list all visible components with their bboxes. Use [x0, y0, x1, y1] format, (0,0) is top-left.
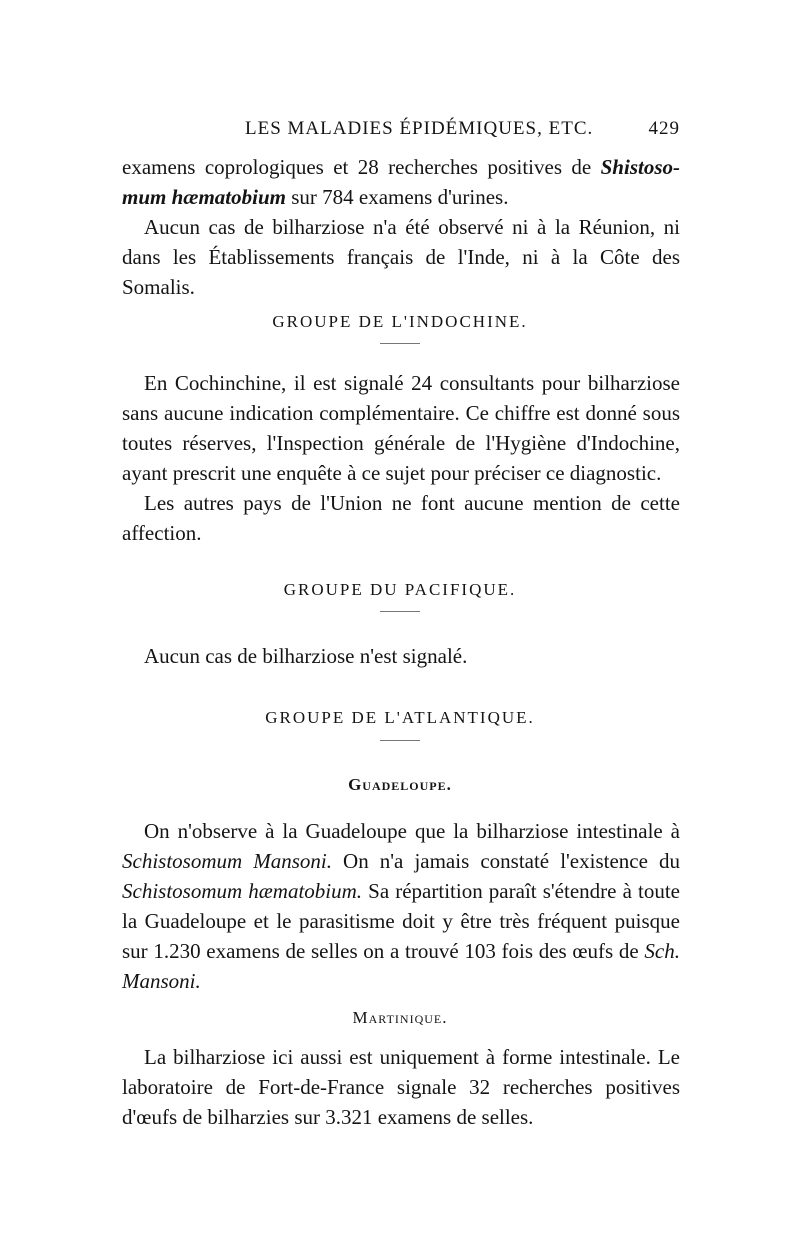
- section-heading-atlantique: GROUPE DE L'ATLANTIQUE.: [265, 708, 535, 727]
- section-heading-indochine: GROUPE DE L'INDOCHINE.: [272, 312, 528, 331]
- section-pacifique-body: [122, 641, 680, 671]
- divider: [380, 740, 420, 741]
- paragraph-7: La bilharziose ici aussi est uniquement à forme intestinale. Le laboratoire de Fort-de-France signale 32 recherches positives d'œufs de bilharzies sur 3.321 examens de selles.: [122, 1045, 680, 1129]
- running-title: LES MALADIES ÉPIDÉMIQUES, ETC.: [245, 118, 594, 139]
- paragraph-5: Aucun cas de bilharziose n'est signalé.: [144, 644, 468, 668]
- running-header: [120, 118, 680, 148]
- species-name: Sch. Mansoni.: [122, 939, 680, 993]
- section-heading-pacifique: GROUPE DU PACIFIQUE.: [283, 580, 517, 599]
- text-run: examens coprologiques et 28 recherches positives de: [122, 155, 601, 179]
- paragraph-3: En Cochinchine, il est signalé 24 consultants pour bilharziose sans aucune indication complémentaire. Ce chiffre est donné sous toutes réserves, l'Inspection générale de l'Hygiène d'Indochine, ayant prescrit une enquête à ce sujet pour préciser ce diagnostic.: [122, 371, 680, 485]
- text-run: On n'a jamais constaté l'existence du: [331, 849, 680, 873]
- section-martinique-body: [122, 1042, 680, 1132]
- section-guadeloupe-body: [122, 816, 680, 996]
- divider: [380, 343, 420, 344]
- species-name: Schistosomum Mansoni.: [122, 849, 332, 873]
- paragraph-6: [122, 816, 680, 996]
- divider: [380, 611, 420, 612]
- paragraph-2: Aucun cas de bilharziose n'a été observé ni à la Réunion, ni dans les Établissements français de l'Inde, ni à la Côte des Somalis.: [122, 215, 680, 299]
- species-name: Schistosomum hæmatobium.: [122, 879, 363, 903]
- species-name: mum hæmatobium: [122, 185, 286, 209]
- text-run: Sa répartition paraît s'étendre à toute la Guadeloupe et le parasitisme doit y être très fréquent puisque sur 1.230 examens de selles on a trouvé 103 fois des œufs de: [122, 879, 680, 963]
- species-name: Shistoso-: [600, 155, 680, 179]
- text-run: On n'observe à la Guadeloupe que la bilharziose intestinale à: [144, 819, 680, 843]
- section-indochine-body: [122, 368, 680, 548]
- text-run: sur 784 examens d'urines.: [285, 185, 509, 209]
- paragraph-continued: [122, 152, 680, 302]
- subheading-guadeloupe: Guadeloupe.: [348, 775, 452, 794]
- paragraph-1: [122, 152, 680, 212]
- page-number: 429: [648, 118, 680, 139]
- subheading-martinique: Martinique.: [352, 1008, 448, 1027]
- paragraph-4: Les autres pays de l'Union ne font aucune mention de cette affection.: [122, 491, 680, 545]
